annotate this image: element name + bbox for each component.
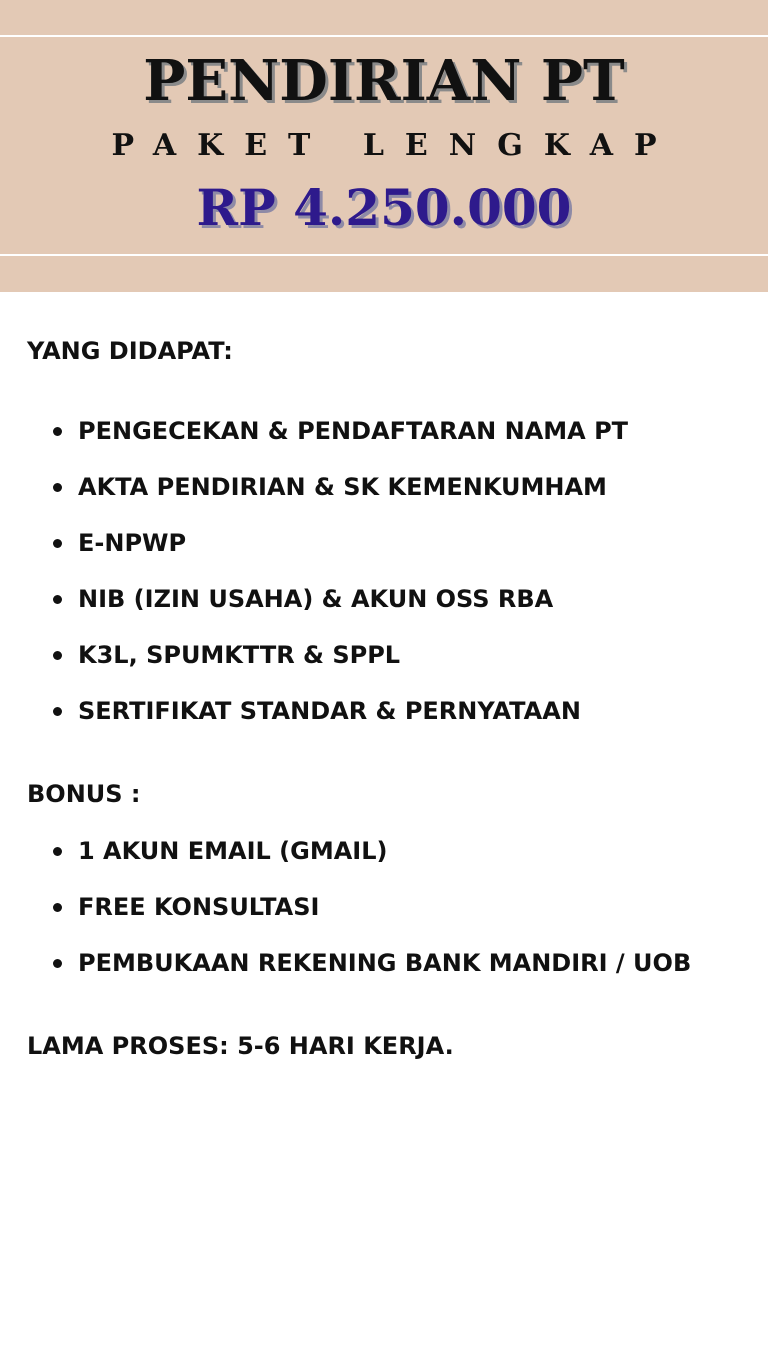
bullet-icon [53, 539, 62, 548]
list-item: PENGECEKAN & PENDAFTARAN NAMA PT [50, 416, 628, 472]
bullet-icon [53, 483, 62, 492]
header-divider-bottom [0, 254, 768, 256]
page-title: PENDIRIAN PT [143, 48, 625, 114]
header-divider-top [0, 35, 768, 37]
package-price: RP 4.250.000 [196, 178, 572, 237]
bonus-list [50, 836, 691, 1004]
list-item: AKTA PENDIRIAN & SK KEMENKUMHAM [50, 472, 628, 528]
bonus-heading: BONUS : [27, 780, 141, 808]
bullet-icon [53, 707, 62, 716]
header-banner [0, 0, 768, 292]
bullet-icon [53, 903, 62, 912]
included-list [50, 416, 628, 752]
list-item: SERTIFIKAT STANDAR & PERNYATAAN [50, 696, 628, 752]
list-item: NIB (IZIN USAHA) & AKUN OSS RBA [50, 584, 628, 640]
list-item: PEMBUKAAN REKENING BANK MANDIRI / UOB [50, 948, 691, 1004]
list-item: E-NPWP [50, 528, 628, 584]
bullet-icon [53, 427, 62, 436]
list-item: 1 AKUN EMAIL (GMAIL) [50, 836, 691, 892]
process-duration: LAMA PROSES: 5-6 HARI KERJA. [27, 1032, 454, 1060]
included-heading: YANG DIDAPAT: [27, 337, 233, 365]
package-subtitle: PAKET LENGKAP [111, 128, 678, 163]
bullet-icon [53, 847, 62, 856]
list-item: FREE KONSULTASI [50, 892, 691, 948]
bullet-icon [53, 959, 62, 968]
bullet-icon [53, 651, 62, 660]
bullet-icon [53, 595, 62, 604]
list-item: K3L, SPUMKTTR & SPPL [50, 640, 628, 696]
